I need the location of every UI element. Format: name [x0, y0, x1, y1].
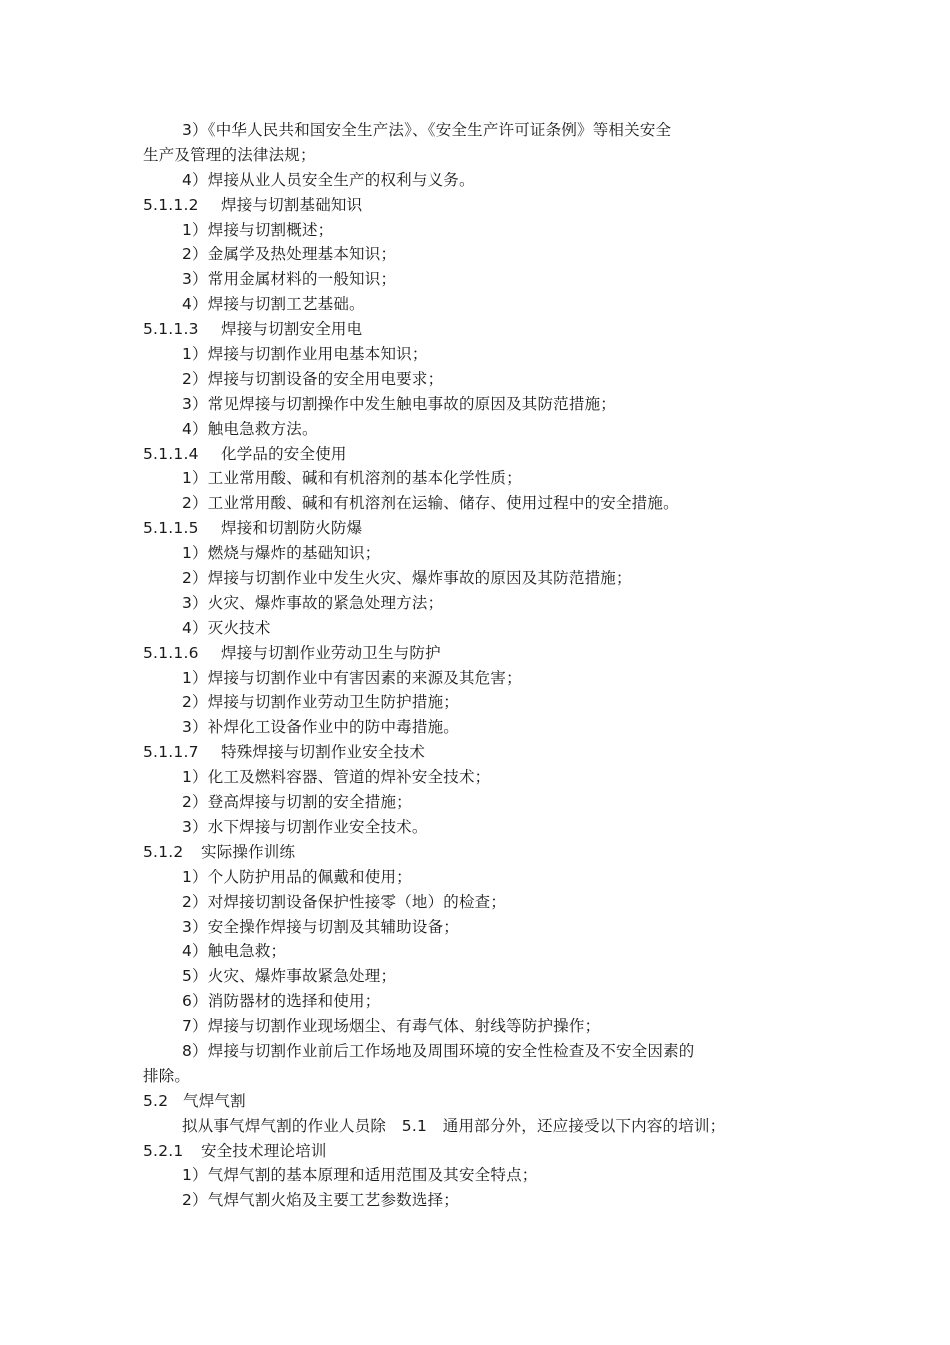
list-item-text: 4）灭火技术 — [182, 618, 271, 637]
continuation-text: 生产及管理的法律法规； — [143, 145, 316, 164]
section-title: 实际操作训练 — [201, 842, 296, 861]
section-heading — [0, 641, 950, 666]
section-title: 安全技术理论培训 — [201, 1141, 327, 1160]
list-item-text: 1）化工及燃料容器、管道的焊补安全技术； — [182, 768, 491, 787]
list-item — [0, 989, 950, 1014]
list-item — [0, 865, 950, 890]
list-item-continuation — [0, 143, 950, 168]
list-item-text: 2）工业常用酸、碱和有机溶剂在运输、储存、使用过程中的安全措施。 — [182, 494, 679, 513]
list-item-text: 5）火灾、爆炸事故紧急处理； — [182, 967, 397, 986]
section-heading — [0, 442, 950, 467]
list-item — [0, 541, 950, 566]
list-item — [0, 292, 950, 317]
list-item — [0, 1039, 950, 1064]
list-item-text: 1）工业常用酸、碱和有机溶剂的基本化学性质； — [182, 469, 522, 488]
section-number: 5.1.1.4 — [143, 444, 199, 463]
list-item — [0, 1014, 950, 1039]
continuation-text: 排除。 — [143, 1066, 191, 1085]
list-item — [0, 890, 950, 915]
section-number: 5.1.2 — [143, 842, 184, 861]
list-item-text: 1）个人防护用品的佩戴和使用； — [182, 867, 412, 886]
section-title: 焊接和切割防火防爆 — [221, 519, 363, 538]
list-item-text: 3）安全操作焊接与切割及其辅助设备； — [182, 917, 459, 936]
list-item-text: 1）燃烧与爆炸的基础知识； — [182, 544, 381, 563]
section-number: 5.2 — [143, 1091, 169, 1110]
list-item-text: 3）火灾、爆炸事故的紧急处理方法； — [182, 593, 444, 612]
list-item — [0, 915, 950, 940]
list-item-text: 2）金属学及热处理基本知识； — [182, 245, 397, 264]
list-item-text: 2）焊接与切割作业中发生火灾、爆炸事故的原因及其防范措施； — [182, 569, 632, 588]
list-item — [0, 342, 950, 367]
list-item-continuation — [0, 1064, 950, 1089]
list-item-text: 1）焊接与切割概述； — [182, 220, 334, 239]
list-item-text: 2）登高焊接与切割的安全措施； — [182, 793, 412, 812]
list-item-text: 8）焊接与切割作业前后工作场地及周围环境的安全性检查及不安全因素的 — [182, 1041, 695, 1060]
list-item — [0, 1188, 950, 1213]
list-item — [0, 466, 950, 491]
list-item — [0, 566, 950, 591]
list-item-text: 1）焊接与切割作业用电基本知识； — [182, 345, 428, 364]
list-item — [0, 367, 950, 392]
list-item-text: 1）焊接与切割作业中有害因素的来源及其危害； — [182, 668, 522, 687]
list-item-text: 1）气焊气割的基本原理和适用范围及其安全特点； — [182, 1166, 538, 1185]
section-title: 特殊焊接与切割作业安全技术 — [221, 743, 426, 762]
list-item — [0, 591, 950, 616]
section-heading — [0, 317, 950, 342]
list-item-text: 拟从事气焊气割的作业人员除 5.1 通用部分外，还应接受以下内容的培训； — [182, 1116, 726, 1135]
list-item — [0, 939, 950, 964]
list-item — [0, 168, 950, 193]
list-item-text: 4）焊接与切割工艺基础。 — [182, 295, 365, 314]
section-heading — [0, 740, 950, 765]
list-item-text: 4）焊接从业人员安全生产的权利与义务。 — [182, 170, 475, 189]
list-item-text: 3）常用金属材料的一般知识； — [182, 270, 397, 289]
list-item — [0, 616, 950, 641]
section-number: 5.1.1.3 — [143, 320, 199, 339]
section-number: 5.1.1.6 — [143, 643, 199, 662]
section-heading — [0, 193, 950, 218]
list-item — [0, 765, 950, 790]
section-number: 5.1.1.2 — [143, 195, 199, 214]
list-item-text: 2）焊接与切割作业劳动卫生防护措施； — [182, 693, 459, 712]
list-item — [0, 118, 950, 143]
section-heading — [0, 1139, 950, 1164]
list-item-text: 3）常见焊接与切割操作中发生触电事故的原因及其防范措施； — [182, 394, 616, 413]
section-title: 焊接与切割作业劳动卫生与防护 — [221, 643, 441, 662]
section-number: 5.1.1.5 — [143, 519, 199, 538]
section-number: 5.2.1 — [143, 1141, 184, 1160]
list-item-text: 6）消防器材的选择和使用； — [182, 992, 381, 1011]
list-item-text: 2）气焊气割火焰及主要工艺参数选择； — [182, 1191, 459, 1210]
section-title: 化学品的安全使用 — [221, 444, 347, 463]
section-title: 气焊气割 — [183, 1091, 246, 1110]
list-item — [0, 666, 950, 691]
list-item — [0, 491, 950, 516]
list-item-text: 3）补焊化工设备作业中的防中毒措施。 — [182, 718, 459, 737]
document-body — [0, 118, 950, 1213]
section-title: 焊接与切割基础知识 — [221, 195, 363, 214]
list-item — [0, 218, 950, 243]
section-number: 5.1.1.7 — [143, 743, 199, 762]
list-item-text: 3）《中华人民共和国安全生产法》、《安全生产许可证条例》等相关安全 — [182, 121, 672, 139]
list-item-text: 4）触电急救方法。 — [182, 419, 318, 438]
list-item-text: 3）水下焊接与切割作业安全技术。 — [182, 817, 428, 836]
list-item — [0, 790, 950, 815]
list-item-text: 2）焊接与切割设备的安全用电要求； — [182, 369, 444, 388]
section-title: 焊接与切割安全用电 — [221, 320, 363, 339]
list-item — [0, 715, 950, 740]
list-item — [0, 1114, 950, 1139]
list-item — [0, 964, 950, 989]
list-item-text: 7）焊接与切割作业现场烟尘、有毒气体、射线等防护操作； — [182, 1017, 601, 1036]
list-item-text: 4）触电急救； — [182, 942, 287, 961]
list-item-text: 2）对焊接切割设备保护性接零（地）的检查； — [182, 892, 507, 911]
list-item — [0, 392, 950, 417]
list-item — [0, 815, 950, 840]
list-item — [0, 267, 950, 292]
section-heading — [0, 516, 950, 541]
list-item — [0, 690, 950, 715]
section-heading — [0, 1089, 950, 1114]
list-item — [0, 1163, 950, 1188]
section-heading — [0, 840, 950, 865]
list-item — [0, 242, 950, 267]
list-item — [0, 417, 950, 442]
